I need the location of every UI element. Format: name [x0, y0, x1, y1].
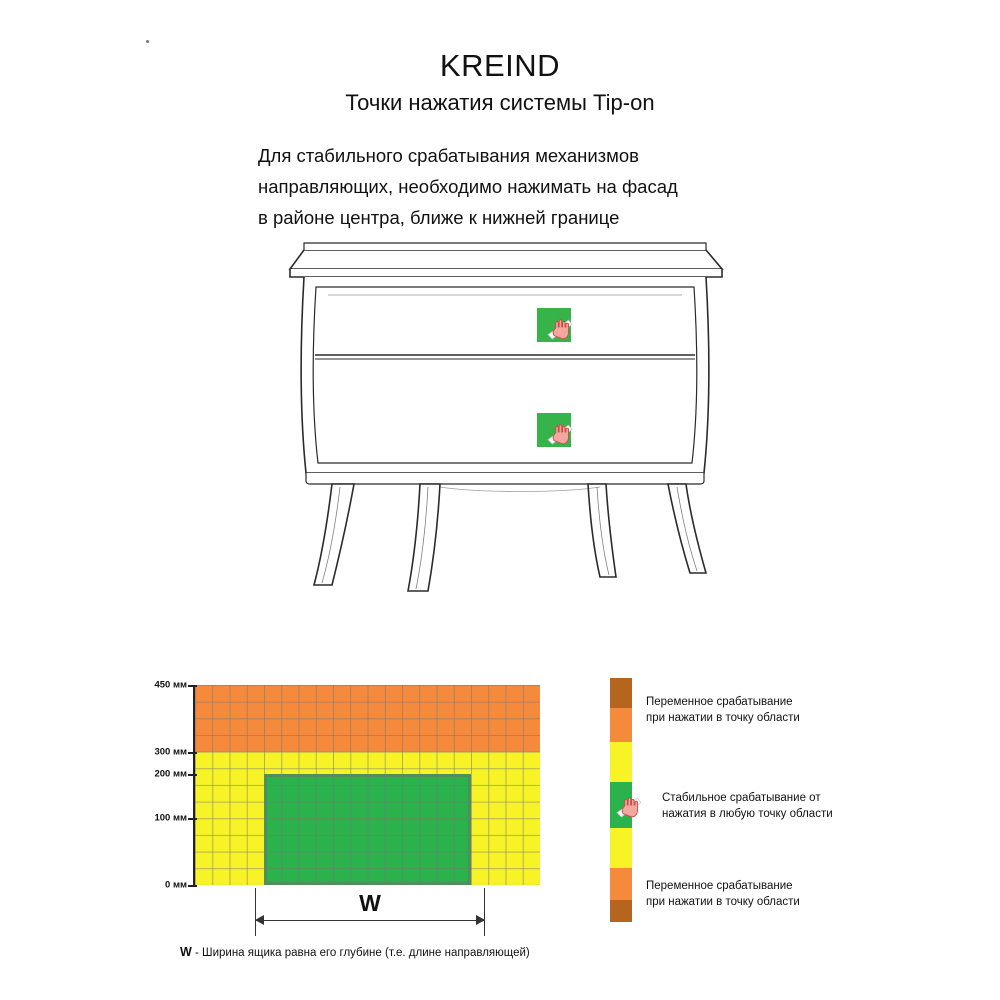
legend-seg-yellow-top [610, 742, 632, 782]
intro-line-2: направляющих, необходимо нажимать на фасад [258, 176, 678, 197]
nightstand-illustration [270, 225, 740, 605]
y-tick-label-300: 300 мм [154, 746, 187, 758]
chart-caption [180, 945, 530, 959]
legend-entry-unstable-bottom-line1: Переменное срабатывание [646, 880, 793, 892]
chart-caption-symbol: W [180, 945, 192, 959]
heatmap-grid [195, 685, 540, 885]
legend [610, 678, 940, 926]
legend-seg-brown-top [610, 678, 632, 708]
band-green-core [264, 774, 471, 885]
y-tick-label-450: 450 мм [154, 679, 187, 691]
intro-line-3: в районе центра, ближе к нижней границе [258, 207, 620, 228]
legend-entry-unstable-bottom-line2: при нажатии в точку области [646, 896, 800, 908]
page-subtitle: Точки нажатия системы Tip-on [345, 90, 655, 115]
legend-seg-yellow-bottom [610, 828, 632, 868]
y-tick-label-200: 200 мм [154, 768, 187, 780]
y-axis [193, 685, 195, 887]
y-tick-label-100: 100 мм [154, 812, 187, 824]
hand-pointer-icon [543, 415, 577, 449]
dim-label-w: W [359, 890, 381, 916]
dim-line [255, 920, 485, 921]
press-zone-heatmap [120, 660, 560, 960]
legend-seg-brown-bottom [610, 900, 632, 922]
page-title: KREIND [439, 48, 561, 83]
legend-entry-unstable-bottom [646, 878, 800, 910]
top-drawer-touch-point[interactable] [537, 308, 571, 342]
scan-speck [146, 40, 149, 43]
hand-pointer-icon [612, 788, 646, 822]
legend-entry-unstable-top-line2: при нажатии в точку области [646, 712, 800, 724]
chart-caption-text: - Ширина ящика равна его глубине (т.е. длине направляющей) [191, 947, 530, 959]
legend-seg-orange-bottom [610, 868, 632, 900]
legend-entry-stable [662, 790, 833, 822]
legend-entry-unstable-top-line1: Переменное срабатывание [646, 696, 793, 708]
band-orange [195, 685, 540, 752]
legend-color-bar [610, 678, 632, 922]
y-tick-label-0: 0 мм [165, 879, 187, 891]
legend-entry-unstable-top [646, 694, 800, 726]
bottom-drawer-touch-point[interactable] [537, 413, 571, 447]
intro-line-1: Для стабильного срабатывания механизмов [258, 145, 639, 166]
legend-entry-stable-line1: Стабильное срабатывание от [662, 792, 821, 804]
width-dimension [255, 888, 485, 938]
intro-paragraph [258, 140, 778, 233]
hand-pointer-icon [543, 310, 577, 344]
legend-entry-stable-line2: нажатия в любую точку области [662, 808, 833, 820]
legend-seg-orange-top [610, 708, 632, 742]
